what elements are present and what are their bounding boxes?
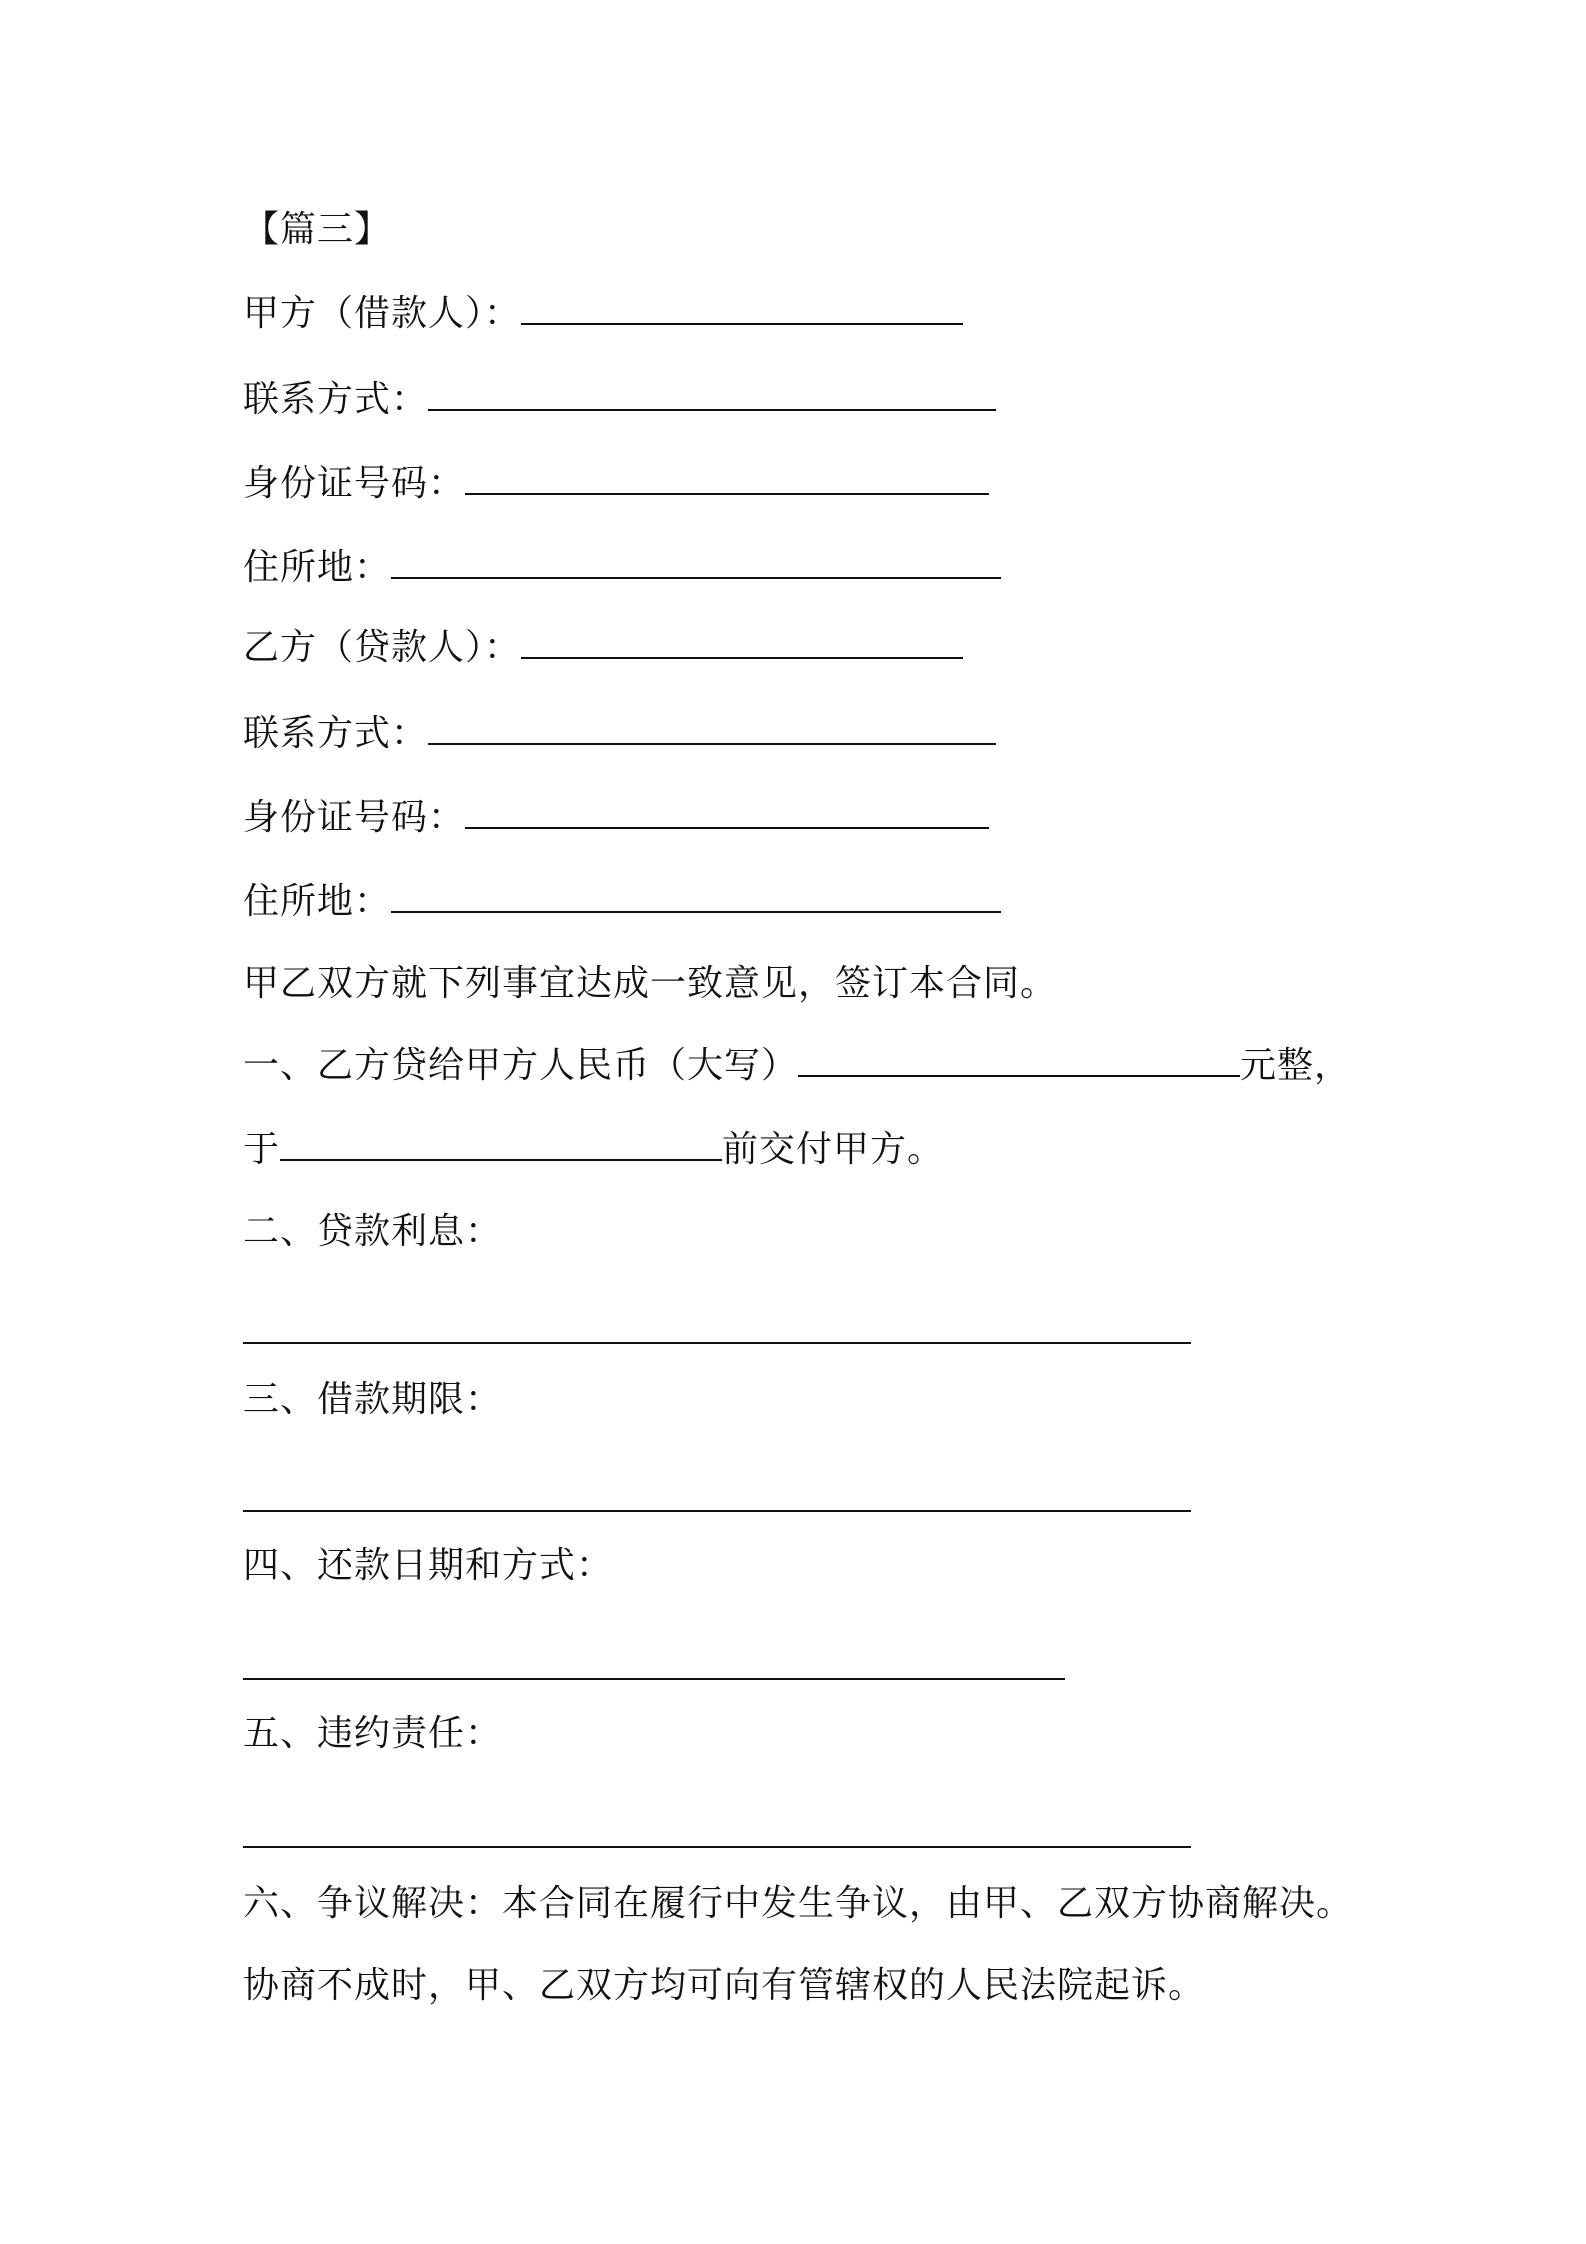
clause-4-blank xyxy=(243,1678,1065,1680)
party-a-address-blank xyxy=(391,547,1001,579)
section-title: 【篇三】 xyxy=(243,209,392,250)
clause-3-blank xyxy=(243,1510,1191,1512)
party-a-contact-row xyxy=(243,376,996,424)
party-b-contact-blank xyxy=(428,713,996,745)
party-b-name-row xyxy=(243,624,963,672)
clause-5-label: 五、违约责任： xyxy=(243,1713,503,1754)
clause-1-suffix: 元整， xyxy=(1240,1045,1352,1086)
agreement-intro: 甲乙双方就下列事宜达成一致意见，签订本合同。 xyxy=(243,963,1058,1004)
clause-1-line-2-suffix: 前交付甲方。 xyxy=(722,1129,945,1170)
party-a-name-row xyxy=(243,290,963,338)
clause-6-line-2: 协商不成时，甲、乙双方均可向有管辖权的人民法院起诉。 xyxy=(243,1965,1206,2006)
loan-amount-blank xyxy=(798,1045,1240,1077)
party-a-name-blank xyxy=(521,293,963,325)
clause-2-blank xyxy=(243,1342,1191,1344)
clause-1-prefix: 一、乙方贷给甲方人民币（大写） xyxy=(243,1045,799,1086)
party-a-address-row xyxy=(243,544,1001,592)
party-b-contact-label: 联系方式： xyxy=(243,713,429,754)
delivery-date-blank xyxy=(280,1129,722,1161)
party-a-contact-blank xyxy=(428,379,996,411)
clause-2-label: 二、贷款利息： xyxy=(243,1211,503,1252)
party-b-name-blank xyxy=(521,627,963,659)
party-b-address-label: 住所地： xyxy=(243,881,392,922)
clause-1-line-2-prefix: 于 xyxy=(243,1129,281,1170)
party-a-label: 甲方（借款人）： xyxy=(243,293,522,334)
party-a-contact-label: 联系方式： xyxy=(243,379,429,420)
party-b-label: 乙方（贷款人）： xyxy=(243,627,522,668)
party-b-contact-row xyxy=(243,710,996,758)
clause-3-label: 三、借款期限： xyxy=(243,1379,503,1420)
party-a-address-label: 住所地： xyxy=(243,547,392,588)
party-a-id-label: 身份证号码： xyxy=(243,463,466,504)
clause-4-label: 四、还款日期和方式： xyxy=(243,1545,614,1586)
clause-5-blank xyxy=(243,1846,1191,1848)
clause-6-line-1: 六、争议解决：本合同在履行中发生争议，由甲、乙双方协商解决。 xyxy=(243,1883,1354,1924)
party-a-id-row xyxy=(243,460,989,508)
party-b-id-label: 身份证号码： xyxy=(243,797,466,838)
party-a-id-blank xyxy=(465,463,989,495)
party-b-id-blank xyxy=(465,797,989,829)
clause-1-line-1 xyxy=(243,1042,1351,1090)
clause-1-line-2 xyxy=(243,1126,944,1174)
party-b-address-blank xyxy=(391,881,1001,913)
party-b-id-row xyxy=(243,794,989,842)
party-b-address-row xyxy=(243,878,1001,926)
